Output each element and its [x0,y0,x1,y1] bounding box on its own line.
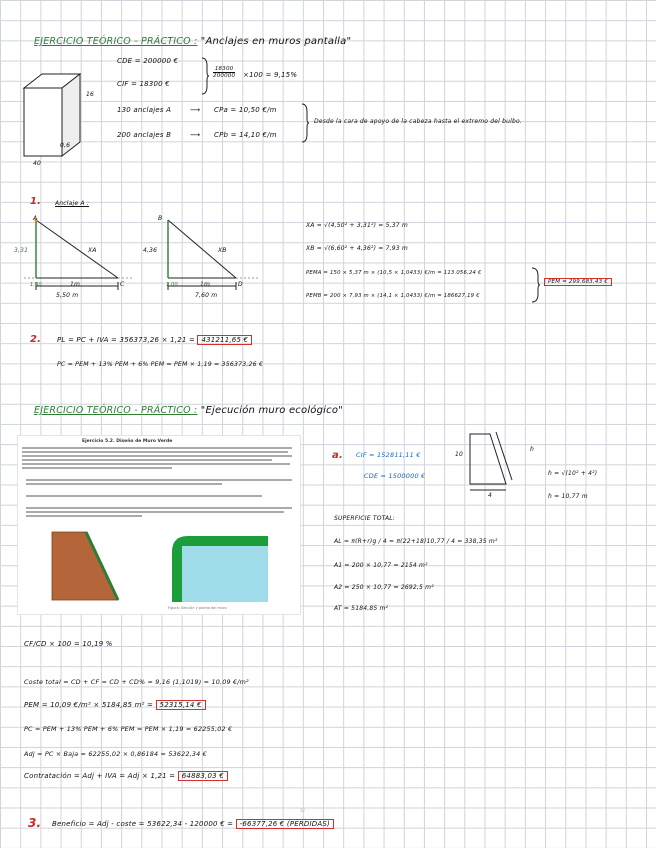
wall-dim-w: 0,6 [60,142,71,149]
part2-number: 2. [30,334,42,345]
pem-a: PEMA = 150 × 5,37 m × (10,5 × 1,0433) €/m = 113.056,24 € [306,270,482,276]
part3-number: 3. [28,816,42,830]
s1-cde: CDE = 200000 € [117,57,179,65]
part1-number: 1. [30,196,42,207]
beneficio-result-box: -66377,26 € (PÉRDIDAS) [236,819,334,829]
wall-dim-h: 16 [86,91,95,98]
s1-note: Desde la cara de apoyo de la cabeza hasta el extremo del bulbo. [314,118,523,125]
ratio: CF/CD × 100 = 10,19 % [24,640,113,648]
tri-a-base: 1,00 [30,282,42,288]
section2-title-quote: "Ejecución muro ecológico" [200,405,343,416]
trapezoid-section [450,428,530,500]
brace-right-2 [300,102,310,144]
tri-a-1m: 1m [70,281,81,288]
wall-dim-l: 40 [33,160,42,167]
a2-formula: A2 = 250 × 10,77 = 2692,5 m² [334,584,434,591]
section1-title-quote: "Anclajes en muros pantalla" [200,36,352,47]
s1-cif: CIF = 18300 € [117,80,170,88]
trap-dim-4: 4 [488,492,493,499]
section1-title-prefix: EJERCICIO TEÓRICO - PRÁCTICO : [34,36,198,47]
al-formula: AL = π(R+r)g / 4 = π(22+18)10,77 / 4 = 338,35 m² [334,538,498,545]
tri-b-len: 7,60 m [195,292,218,299]
tri-a-c: C [120,281,125,288]
tri-b-d: D [238,281,243,288]
tri-b-height: 4,36 [143,247,158,254]
pem-b: PEMB = 200 × 7,93 m × (14,1 × 1,0433) €/m = 186627,19 € [306,293,480,299]
part1-label: Anclaje A : [55,200,90,207]
s1-anchor-b: 200 anclajes B [117,131,172,139]
h-result: h = 10,77 m [548,493,588,500]
wall-diagram [18,70,98,166]
tri-b-xb: XB [218,247,227,254]
sup-label: SUPERFICIE TOTAL: [334,515,396,522]
xa-formula: XA = √(4,50² + 3,31²) = 5,37 m [306,222,408,229]
tri-a-len: 5,50 m [56,292,79,299]
pem-total-box: PEM = 299.683,43 € [544,278,612,286]
pem-line [24,701,206,709]
tri-a-height: 3,31 [14,247,29,254]
triangle-b [150,212,280,302]
arrow-a: ⟶ [190,106,201,114]
s2-cde: CDE = 1500000 € [364,472,426,480]
arrow-b: ⟶ [190,131,201,139]
trap-dim-10: 10 [455,451,464,458]
section2-title-prefix: EJERCICIO TEÓRICO - PRÁCTICO : [34,405,198,416]
coste-total: Coste total = CD + CF = CD + CD% = 9,16 (1,1019) = 10,09 €/m² [24,678,249,686]
pencil-note: Sí [300,808,305,814]
brace-right [200,56,210,96]
beneficio-line [52,820,334,828]
section1-title [34,36,351,47]
pem-result-box: 52315,14 € [156,700,206,710]
pl-formula: PL = PC + IVA = 356373,26 × 1,21 = [57,336,195,344]
s1-anchor-a-cost: CPa = 10,50 €/m [214,106,277,114]
brace-pem [530,266,542,304]
doc-title: Ejercicio 5.2. Diseño de Muro Verde [82,439,173,444]
at-formula: AT = 5184,85 m² [334,605,389,612]
doc-wall-section [48,530,138,602]
part2-pc: PC = PEM + 13% PEM + 6% PEM = PEM × 1,19 = 356373,26 € [57,361,264,368]
section2-title [34,405,343,416]
contratacion-line [24,772,228,780]
s1-anchor-b-cost: CPb = 14,10 €/m [214,131,277,139]
pc-line: PC = PEM + 13% PEM + 6% PEM = PEM × 1,19 = 62255,02 € [24,725,233,733]
beneficio-formula: Beneficio = Adj - coste = 53622,34 - 120000 € = [52,820,234,828]
tri-b-label: B [158,215,163,222]
doc-caption: Figura: Sección y planta del muro [168,606,227,610]
tri-a-xa: XA [88,247,97,254]
pl-result-box: 431211,65 € [197,335,252,345]
doc-wall-plan [168,532,278,604]
tri-b-base: 1,00 [166,282,178,288]
triangle-a [14,212,154,302]
doc-text-lines [22,446,296,526]
a1-formula: A1 = 200 × 10,77 = 2154 m² [334,562,428,569]
s2-cif: CIF = 152811,11 € [356,451,421,459]
tri-a-top: A [33,215,38,222]
part2-pl [57,336,252,344]
adj-line: Adj = PC × Baja = 62255,02 × 0,86184 = 53622,34 € [24,750,207,758]
h-formula: h = √(10² + 4²) [548,470,598,477]
frac-num: 18300 [214,66,234,72]
embedded-document [18,436,300,614]
frac-den: 200000 [213,73,236,79]
trap-h: h [530,446,535,453]
pem-formula: PEM = 10,09 €/m² × 5184,85 m² = [24,701,154,709]
s1-fraction [213,66,235,79]
tri-b-1m: 1m [200,281,211,288]
s1-frac-result: ×100 = 9,15% [243,71,298,79]
cont-formula: Contratación = Adj + IVA = Adj × 1,21 = [24,772,176,780]
xb-formula: XB = √(6,60² + 4,36²) = 7,93 m [306,245,408,252]
part-a-label: a. [332,450,343,461]
s1-anchor-a: 130 anclajes A [117,106,172,114]
cont-result-box: 64883,03 € [178,771,228,781]
